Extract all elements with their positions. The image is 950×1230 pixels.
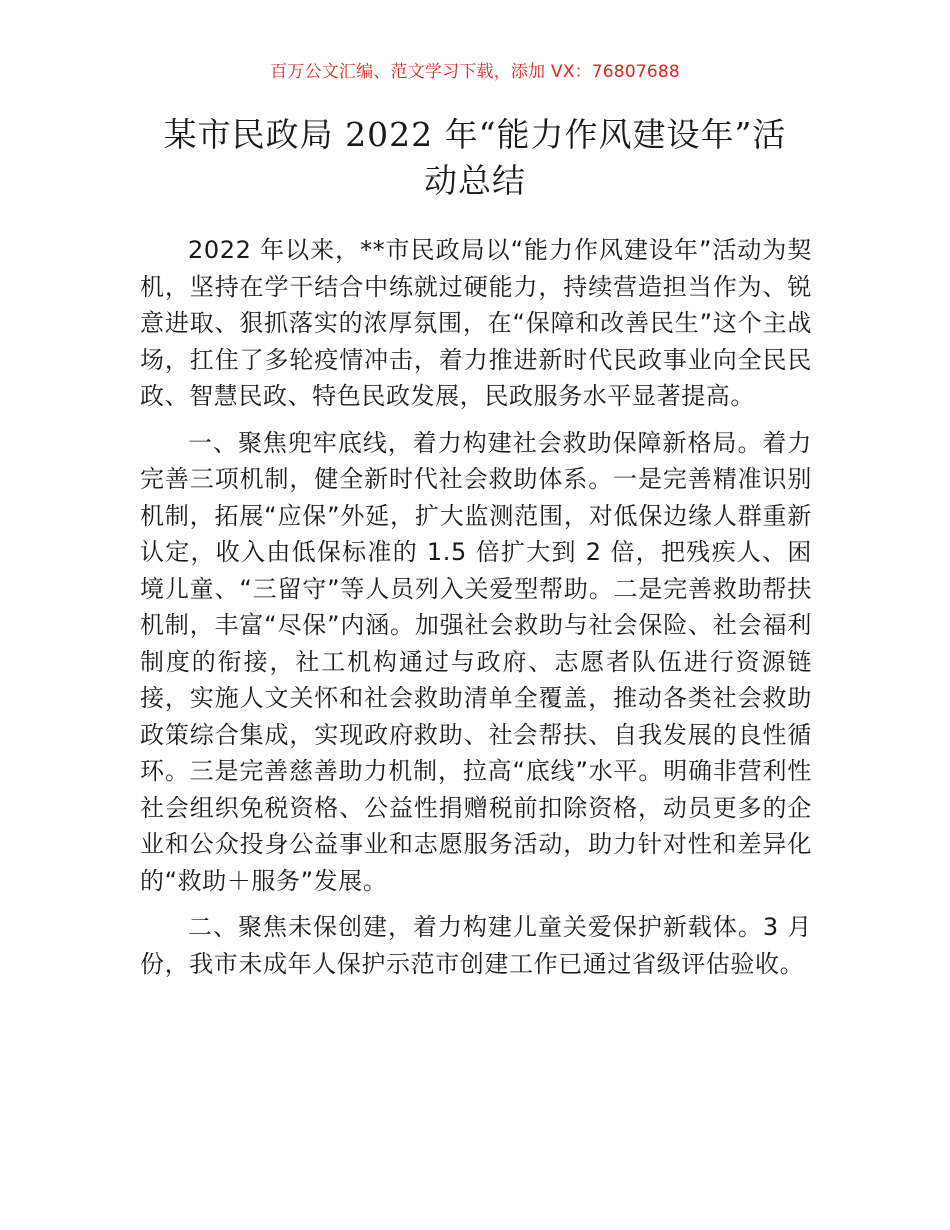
paragraph-intro: 2022 年以来，**市民政局以“能力作风建设年”活动为契机，坚持在学干结合中练就过硬能力，持续营造担当作为、锐意进取、狠抓落实的浓厚氛围，在“保障和改善民生”这个主战场，扛住了多轮疫情冲击，着力推进新时代民政事业向全民民政、智慧民政、特色民政发展，民政服务水平显著提高。 — [140, 236, 812, 410]
title-line-2: 动总结 — [424, 161, 526, 200]
paragraph-section-1: 一、聚焦兜牢底线，着力构建社会救助保障新格局。着力完善三项机制，健全新时代社会救助体系。一是完善精准识别机制，拓展“应保”外延，扩大监测范围，对低保边缘人群重新认定，收入由低保标准的 1.5 倍扩大到 2 倍，把残疾人、困境儿童、“三留守”等人员列入关爱型帮助。二是完善救助帮扶机制，丰富“尽保”内涵。加强社会救助与社会保险、社会福利制度的衔接，社工机构通过与政府、志愿者队伍进行资源链接，实施人文关怀和社会救助清单全覆盖，推动各类社会救助政策综合集成，实现政府救助、社会帮扶、自我发展的良性循环。三是完善慈善助力机制，拉高“底线”水平。明确非营利性社会组织免税资格、公益性捐赠税前扣除资格，动员更多的企业和公众投身公益事业和志愿服务活动，助力针对性和差异化的“救助＋服务”发展。 — [140, 428, 812, 895]
paragraph-section-2: 二、聚焦未保创建，着力构建儿童关爱保护新载体。3 月份，我市未成年人保护示范市创建工作已通过省级评估验收。 — [140, 913, 812, 978]
header-banner: 百万公文汇编、范文学习下载，添加 VX：76807688 — [270, 62, 680, 82]
document-title — [120, 112, 830, 204]
document-body — [140, 232, 812, 992]
title-line-1: 某市民政局 2022 年“能力作风建设年”活 — [163, 115, 787, 154]
